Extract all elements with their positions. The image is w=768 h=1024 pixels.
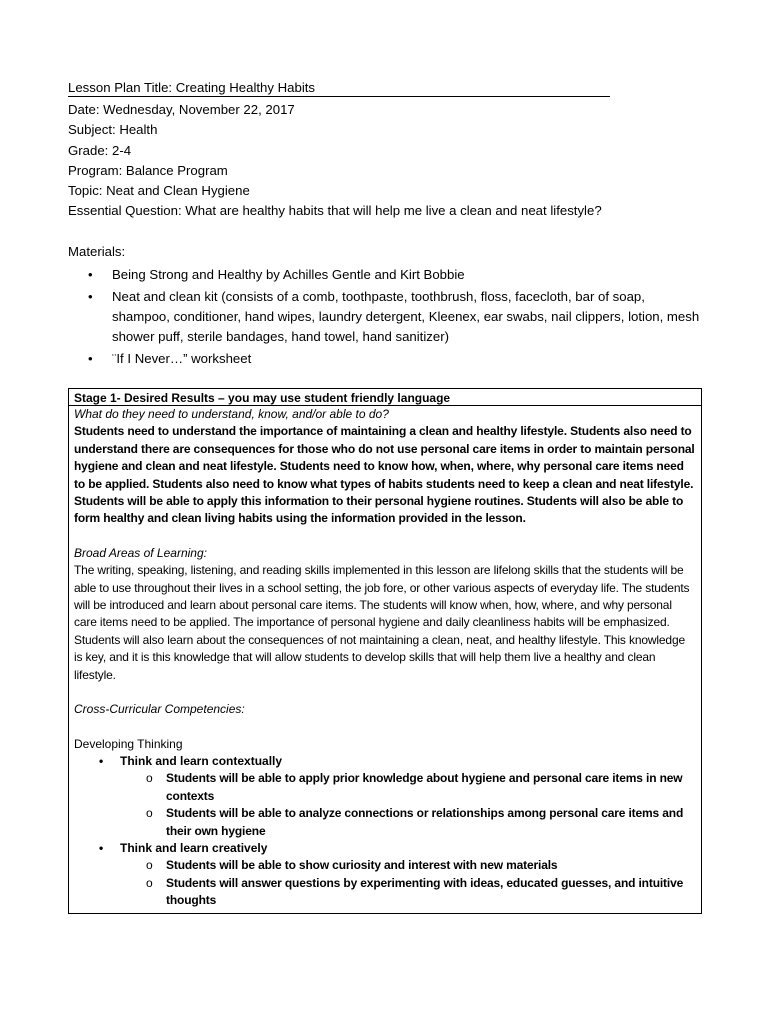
circle-bullet-icon: o — [146, 875, 153, 890]
circle-bullet-icon: o — [146, 858, 153, 873]
topic-line: Topic: Neat and Clean Hygiene — [68, 183, 250, 199]
program-line: Program: Balance Program — [68, 162, 228, 178]
bullet-icon: • — [88, 288, 93, 304]
competency-item-text: Students will answer questions by experimenting with ideas, educated guesses, and intuitive thoughts — [166, 875, 684, 908]
materials-item — [68, 349, 702, 369]
understand-prompt: What do they need to understand, know, and/or able to do? — [74, 407, 389, 421]
title-line — [68, 78, 702, 100]
competency-item-text: Students will be able to apply prior knowledge about hygiene and personal care items in new contexts — [166, 771, 683, 803]
stage1-heading: Stage 1- Desired Results – you may use student friendly language — [69, 389, 701, 406]
materials-item — [68, 287, 702, 347]
materials-item — [68, 265, 702, 285]
materials-list — [68, 265, 702, 369]
competencies-heading: Cross-Curricular Competencies: — [74, 702, 245, 717]
competency-item-text: Students will be able to analyze connections or relationships among personal care items and their own hygiene — [166, 806, 684, 838]
stage1-body — [69, 406, 701, 910]
bullet-icon: • — [88, 350, 93, 366]
circle-bullet-icon: o — [146, 806, 153, 821]
essential-question-line: Essential Question: What are healthy habits that will help me live a clean and neat lifestyle? — [68, 203, 602, 219]
broad-areas-heading: Broad Areas of Learning: — [74, 545, 207, 560]
understand-text: Students need to understand the importance of maintaining a clean and healthy lifestyle. Students also need to understand there are consequences for those who do not use personal care items in order to maintain personal hygiene and clean and neat lifestyle. Students need to know how, when, where, why personal care items need to be applied. Students also need to know what types of habits students need to keep a clean and neat lifestyle. Students will be able to apply this information to their personal hygiene routines. Students will also be able to form healthy and clean living habits using the information provided in the lesson. — [74, 424, 695, 526]
materials-heading: Materials: — [68, 243, 126, 259]
materials-item-text: Neat and clean kit (consists of a comb, toothpaste, toothbrush, floss, facecloth, bar of soap, shampoo, conditioner, hand wipes, laundry detergent, Kleenex, ear swabs, nail clippers, lotion, mesh shower puff, sterile bandages, hand towel, hand sanitizer) — [112, 288, 700, 344]
developing-thinking-heading: Developing Thinking — [74, 736, 183, 751]
competency-group — [74, 753, 696, 770]
competency-group — [74, 840, 696, 857]
date-line: Date: Wednesday, November 22, 2017 — [68, 102, 295, 117]
broad-areas-text: The writing, speaking, listening, and reading skills implemented in this lesson are lifelong skills that the students will be able to use throughout their lives in a school setting, the job fore, or other various aspects of everyday life. The students will be introduced and learn about personal care items. The students will know when, how, where, and why personal care items need to be applied. The importance of personal hygiene and daily cleanliness habits will be emphasized. Students will also learn about the consequences of not maintaining a clean, neat, and healthy lifestyle. This knowledge is key, and it is this knowledge that will allow students to develop skills that will help them live a healthy and clean lifestyle. — [74, 563, 690, 682]
materials-item-text: ¨If I Never…” worksheet — [112, 350, 252, 366]
bullet-icon: • — [88, 266, 93, 282]
competency-item-text: Students will be able to show curiosity and interest with new materials — [166, 858, 558, 873]
competency-group-label: Think and learn contextually — [120, 753, 283, 768]
competency-group-label: Think and learn creatively — [120, 840, 268, 855]
competency-item — [74, 770, 696, 805]
grade-line: Grade: 2-4 — [68, 142, 132, 158]
lesson-plan-page — [68, 78, 702, 908]
circle-bullet-icon: o — [146, 771, 153, 786]
competency-item — [74, 875, 696, 910]
competency-item — [74, 857, 696, 874]
materials-item-text: Being Strong and Healthy by Achilles Gentle and Kirt Bobbie — [112, 266, 465, 282]
subject-line: Subject: Health — [68, 122, 158, 138]
bullet-icon: • — [99, 840, 104, 855]
lesson-plan-title: Lesson Plan Title: Creating Healthy Habits — [68, 79, 610, 97]
competency-item — [74, 805, 696, 840]
bullet-icon: • — [99, 753, 104, 768]
stage1-table — [68, 388, 702, 914]
